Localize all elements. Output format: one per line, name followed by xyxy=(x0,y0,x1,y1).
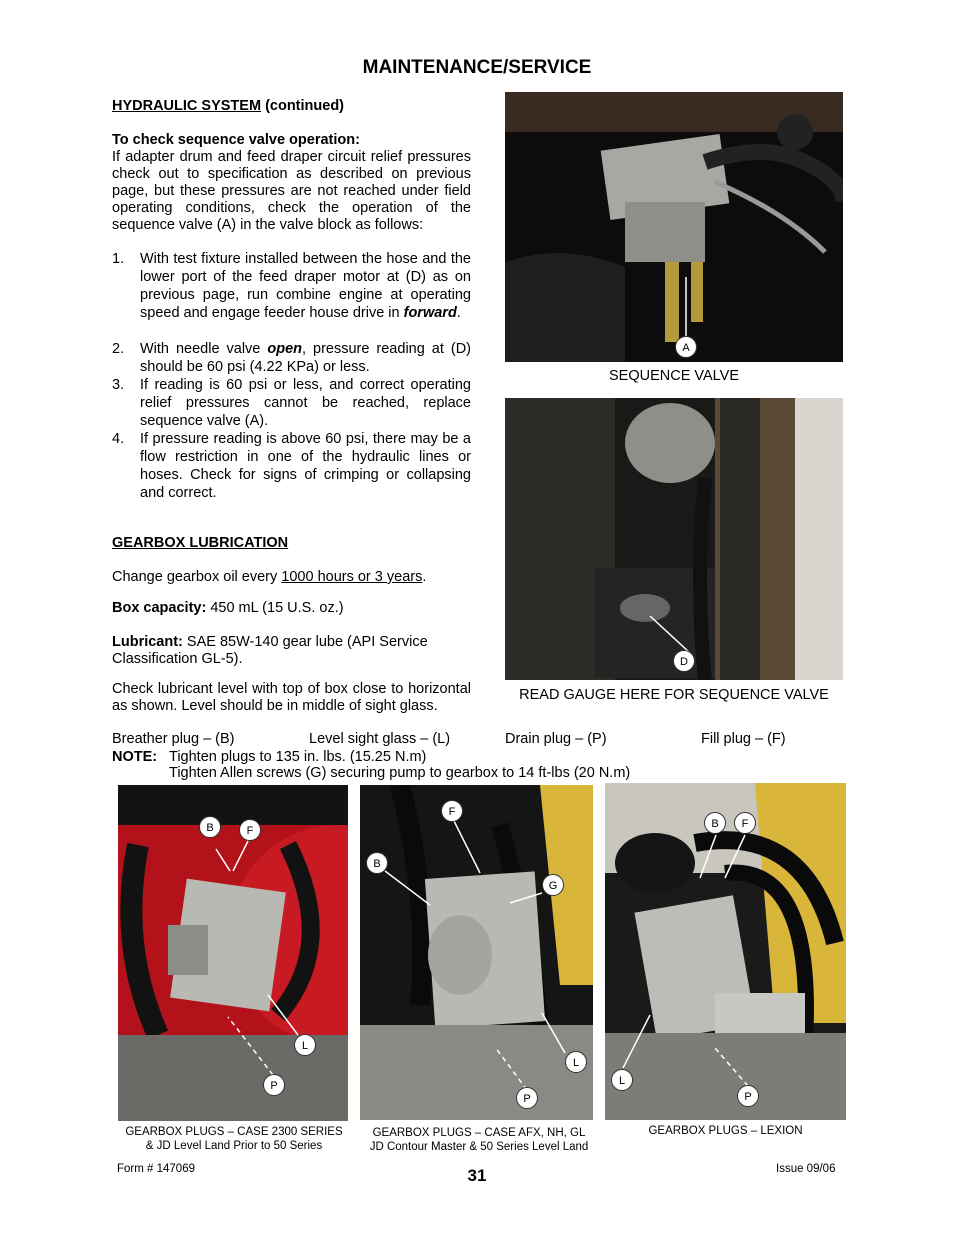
plug-drain: Drain plug – (P) xyxy=(505,731,607,747)
case2300-caption: GEARBOX PLUGS – CASE 2300 SERIES & JD Level Land Prior to 50 Series xyxy=(125,1126,343,1152)
sequence-intro: If adapter drum and feed draper circuit relief pressures check out to specification as described on previous page, but these pressures are not reached under field operating conditions, check the operation of the sequence valve (A) in the valve block as follows: xyxy=(112,149,471,233)
plug-breather: Breather plug – (B) xyxy=(112,731,235,747)
callout-f: F xyxy=(441,800,463,822)
step-text: With test fixture installed between the hose and the lower port of the feed draper motor at (D) as on previous page, run combine engine at operating speed and engage feeder house drive in forward. xyxy=(140,251,471,321)
case2300-photo xyxy=(118,785,348,1121)
callout-f: F xyxy=(734,812,756,834)
callout-g: G xyxy=(542,874,564,896)
step-text: If pressure reading is above 60 psi, there may be a flow restriction in one of the hydraulic lines or hoses. Check for signs of crimping or collapsing and correct. xyxy=(140,431,471,501)
hydraulic-heading: HYDRAULIC SYSTEM xyxy=(112,98,262,114)
sequence-valve-photo xyxy=(505,92,843,362)
step-text: If reading is 60 psi or less, and correct operating relief pressures cannot be reached, replace sequence valve (A). xyxy=(140,377,471,429)
note-label: NOTE: xyxy=(112,749,158,765)
hydraulic-heading-suffix: (continued) xyxy=(261,98,345,114)
step-number: 1. xyxy=(112,251,125,267)
callout-l: L xyxy=(611,1069,633,1091)
step-number: 3. xyxy=(112,377,125,393)
callout-l: L xyxy=(294,1034,316,1056)
gearbox-capacity: Box capacity: 450 mL (15 U.S. oz.) xyxy=(112,600,344,616)
callout-a: A xyxy=(675,336,697,358)
callout-b: B xyxy=(199,816,221,838)
sequence-subheading: To check sequence valve operation: xyxy=(112,132,360,148)
callout-b: B xyxy=(366,852,388,874)
gearbox-heading: GEARBOX LUBRICATION xyxy=(112,535,289,551)
gearbox-lubricant: Lubricant: SAE 85W-140 gear lube (API Service Classification GL-5). xyxy=(112,634,428,667)
gauge-caption: READ GAUGE HERE FOR SEQUENCE VALVE xyxy=(519,687,829,703)
gauge-photo xyxy=(505,398,843,680)
callout-d: D xyxy=(673,650,695,672)
note-line-2: Tighten Allen screws (G) securing pump to gearbox to 14 ft-lbs (20 N.m) xyxy=(169,765,631,781)
plug-sight-glass: Level sight glass – (L) xyxy=(309,731,451,747)
callout-p: P xyxy=(737,1085,759,1107)
caseafx-caption: GEARBOX PLUGS – CASE AFX, NH, GL JD Contour Master & 50 Series Level Land xyxy=(369,1127,589,1153)
callout-f: F xyxy=(239,819,261,841)
page-title: MAINTENANCE/SERVICE xyxy=(362,57,592,78)
footer-form: Form # 147069 xyxy=(117,1163,195,1175)
callout-p: P xyxy=(516,1087,538,1109)
step-number: 4. xyxy=(112,431,125,447)
gearbox-change-interval: Change gearbox oil every 1000 hours or 3 years. xyxy=(112,569,427,585)
gearbox-check-text: Check lubricant level with top of box close to horizontal as shown. Level should be in middle of sight glass. xyxy=(112,681,471,714)
callout-l: L xyxy=(565,1051,587,1073)
caseafx-photo xyxy=(360,785,593,1120)
callout-p: P xyxy=(263,1074,285,1096)
footer-issue: Issue 09/06 xyxy=(776,1163,836,1175)
sequence-valve-caption: SEQUENCE VALVE xyxy=(608,368,739,384)
note-line-1: Tighten plugs to 135 in. lbs. (15.25 N.m) xyxy=(169,749,427,765)
page-number: 31 xyxy=(467,1166,487,1185)
lexion-photo xyxy=(605,783,846,1120)
step-text: With needle valve open, pressure reading at (D) should be 60 psi (4.22 KPa) or less. xyxy=(140,341,471,375)
plug-fill: Fill plug – (F) xyxy=(701,731,786,747)
lexion-caption: GEARBOX PLUGS – LEXION xyxy=(648,1125,803,1137)
callout-b: B xyxy=(704,812,726,834)
step-number: 2. xyxy=(112,341,125,357)
hydraulic-heading-line xyxy=(112,98,344,115)
